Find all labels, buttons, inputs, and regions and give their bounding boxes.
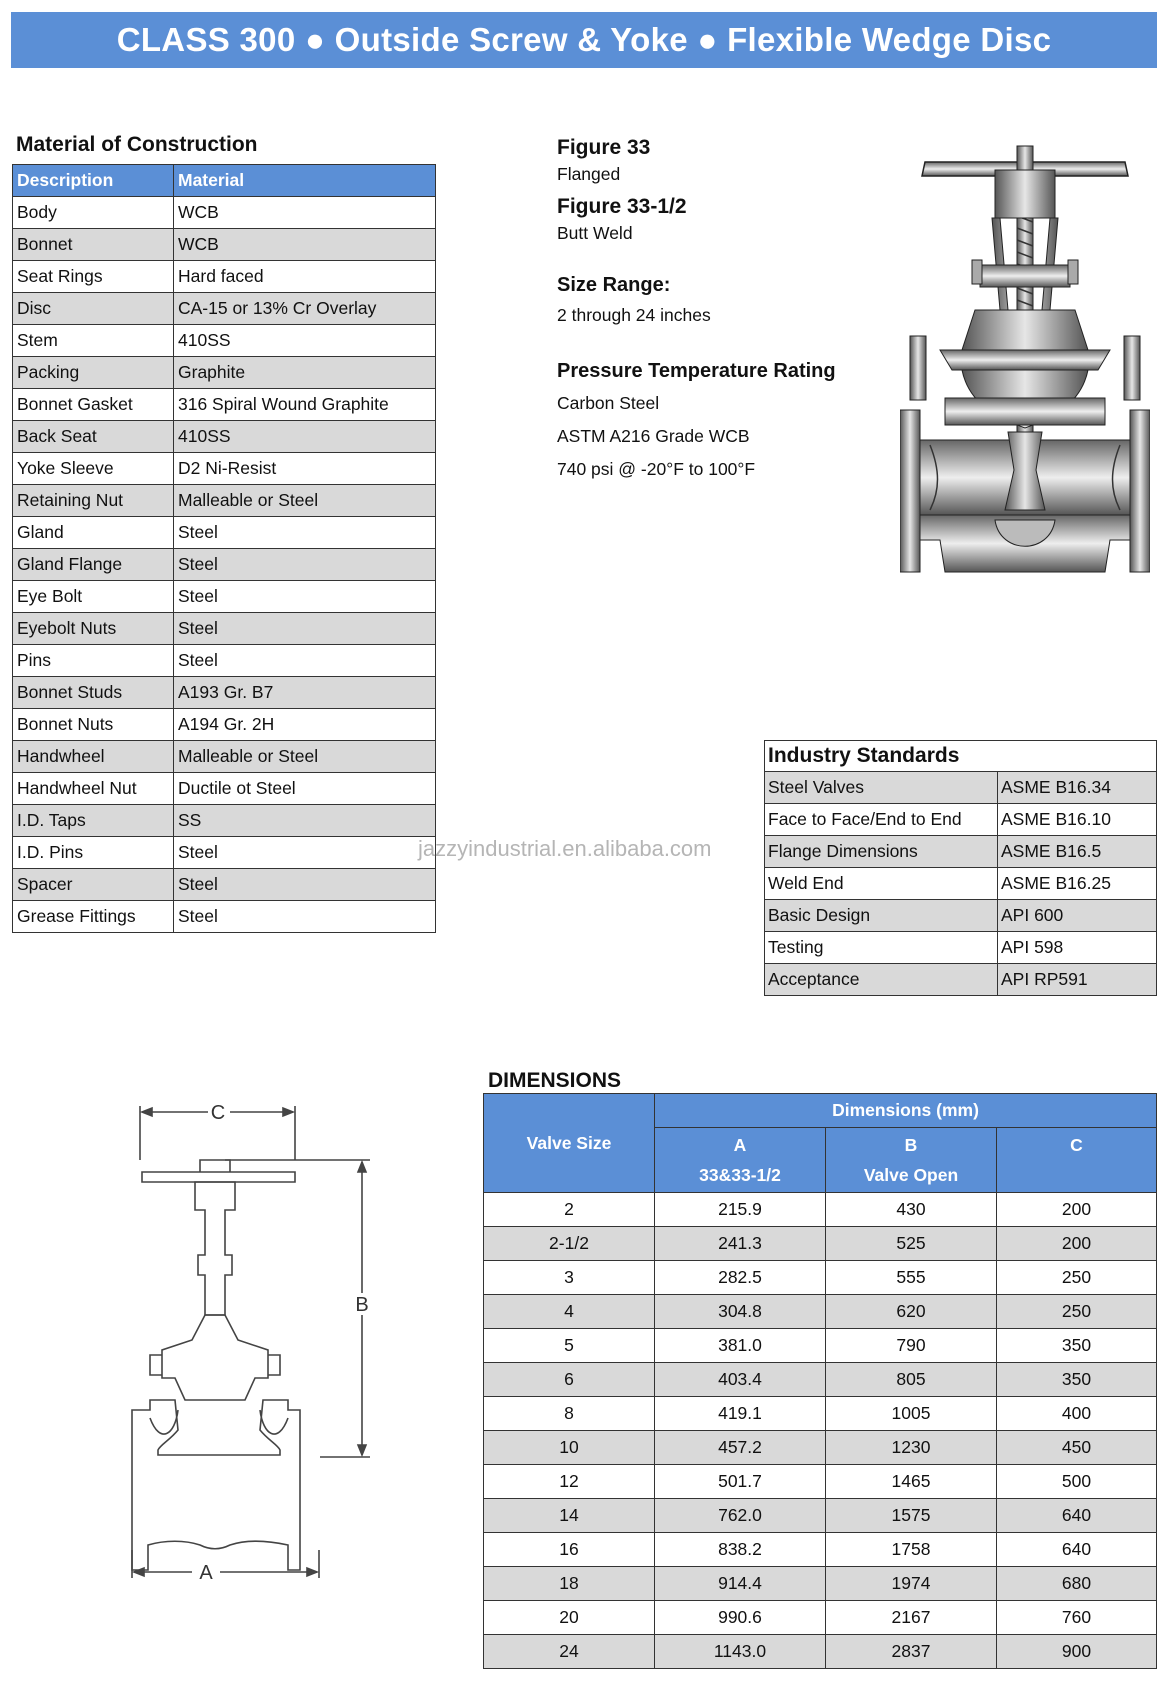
materials-row-cell: I.D. Taps [13,805,174,837]
materials-row-cell: Handwheel Nut [13,773,174,805]
dimensions-row-cell: 4 [484,1295,655,1329]
watermark: jazzyindustrial.en.alibaba.com [418,836,712,861]
materials-row-cell: SS [174,805,436,837]
valve-cutaway-illustration [900,140,1150,630]
materials-row [13,197,436,229]
dimensions-row-cell: 16 [484,1533,655,1567]
dimensions-header-b-sub: Valve Open [863,1165,959,1185]
dim-label-a: A [199,1562,213,1584]
dimensions-row [484,1567,1157,1601]
materials-row-cell: 410SS [174,421,436,453]
dimensions-row [484,1363,1157,1397]
standards-row-cell: Flange Dimensions [765,836,998,868]
dimensions-row-cell: 2837 [826,1635,997,1669]
materials-row [13,421,436,453]
dimensions-row-cell: 640 [997,1533,1157,1567]
dim-label-b: B [355,1294,369,1316]
dimensions-row-cell: 501.7 [655,1465,826,1499]
dimensions-header-a [655,1128,826,1193]
dimensions-row-cell: 200 [997,1193,1157,1227]
dimensions-row-cell: 419.1 [655,1397,826,1431]
standards-row-cell: ASME B16.25 [998,868,1157,900]
materials-row-cell: Pins [13,645,174,677]
dimensions-row-cell: 8 [484,1397,655,1431]
dimensions-row [484,1635,1157,1669]
figure-33-title: Figure 33 [557,136,651,159]
standards-row-cell: Face to Face/End to End [765,804,998,836]
dimensions-row-cell: 790 [826,1329,997,1363]
dimensions-row-cell: 24 [484,1635,655,1669]
materials-row-cell: WCB [174,197,436,229]
figure-33-half-subtitle: Butt Weld [557,223,633,243]
standards-row [765,932,1157,964]
materials-row [13,453,436,485]
materials-row [13,613,436,645]
materials-row-cell: Steel [174,901,436,933]
dimensions-row-cell: 10 [484,1431,655,1465]
dimensions-row-cell: 1143.0 [655,1635,826,1669]
dimensions-header-a-label: A [733,1135,747,1155]
dimensions-row-cell: 762.0 [655,1499,826,1533]
dimensions-row-cell: 525 [826,1227,997,1261]
dimensions-header-group: Dimensions (mm) [655,1094,1157,1128]
materials-row [13,645,436,677]
dimensions-row-cell: 215.9 [655,1193,826,1227]
page-banner: CLASS 300 ● Outside Screw & Yoke ● Flexible Wedge Disc [11,12,1157,68]
materials-row [13,677,436,709]
materials-row-cell: Steel [174,869,436,901]
materials-row-cell: Packing [13,357,174,389]
standards-row-cell: Weld End [765,868,998,900]
standards-row [765,964,1157,996]
materials-row-cell: Steel [174,581,436,613]
standards-row [765,836,1157,868]
ptr-title: Pressure Temperature Rating [557,360,836,382]
dimensions-row-cell: 3 [484,1261,655,1295]
standards-row-cell: ASME B16.34 [998,772,1157,804]
materials-row-cell: Bonnet Nuts [13,709,174,741]
dimensions-header-c: C [997,1128,1157,1193]
figure-33-half-title: Figure 33-1/2 [557,195,687,218]
figure-33-subtitle: Flanged [557,164,621,184]
dimensions-row-cell: 1758 [826,1533,997,1567]
materials-row [13,709,436,741]
materials-row-cell: Handwheel [13,741,174,773]
dimensions-row-cell: 1974 [826,1567,997,1601]
materials-row-cell: 410SS [174,325,436,357]
standards-title: Industry Standards [765,741,1157,772]
dimensions-header-b [826,1128,997,1193]
materials-row-cell: Bonnet Gasket [13,389,174,421]
dimensions-row-cell: 640 [997,1499,1157,1533]
standards-row-cell: ASME B16.5 [998,836,1157,868]
materials-row [13,901,436,933]
dimensions-row-cell: 304.8 [655,1295,826,1329]
materials-row [13,773,436,805]
standards-row [765,804,1157,836]
dimensions-row-cell: 350 [997,1363,1157,1397]
standards-row [765,772,1157,804]
dimensions-row-cell: 200 [997,1227,1157,1261]
dimensions-header-row-1 [484,1094,1157,1128]
materials-row-cell: Steel [174,645,436,677]
dimensions-row-cell: 2-1/2 [484,1227,655,1261]
dimensions-row-cell: 805 [826,1363,997,1397]
dimensions-title: DIMENSIONS [488,1069,622,1092]
materials-row [13,549,436,581]
materials-row-cell: Disc [13,293,174,325]
dimensions-row-cell: 1230 [826,1431,997,1465]
materials-row-cell: Graphite [174,357,436,389]
materials-row-cell: Back Seat [13,421,174,453]
dimensions-row-cell: 241.3 [655,1227,826,1261]
dimensions-row [484,1397,1157,1431]
materials-row [13,325,436,357]
dimensions-row-cell: 450 [997,1431,1157,1465]
dimensions-row [484,1227,1157,1261]
materials-header-row [13,165,436,197]
standards-row-cell: ASME B16.10 [998,804,1157,836]
materials-row-cell: Steel [174,613,436,645]
materials-row [13,581,436,613]
dimensions-row [484,1499,1157,1533]
dimensions-row-cell: 500 [997,1465,1157,1499]
dimensions-row [484,1295,1157,1329]
dimensions-row-cell: 18 [484,1567,655,1601]
dimensions-row-cell: 457.2 [655,1431,826,1465]
materials-row-cell: Steel [174,837,436,869]
materials-row-cell: Body [13,197,174,229]
ptr-line-3: 740 psi @ -20°F to 100°F [557,459,756,479]
dimensions-row [484,1329,1157,1363]
standards-row-cell: API 600 [998,900,1157,932]
dim-label-c: C [210,1102,226,1124]
materials-row [13,741,436,773]
dimensions-row-cell: 350 [997,1329,1157,1363]
dimensions-row [484,1193,1157,1227]
valve-outline-diagram [120,1100,400,1600]
dimensions-row [484,1601,1157,1635]
dimensions-row-cell: 12 [484,1465,655,1499]
dimensions-row [484,1465,1157,1499]
dimensions-row-cell: 555 [826,1261,997,1295]
materials-table [12,164,436,933]
dimensions-row-cell: 680 [997,1567,1157,1601]
materials-row-cell: Grease Fittings [13,901,174,933]
standards-row-cell: API 598 [998,932,1157,964]
materials-row-cell: I.D. Pins [13,837,174,869]
dimensions-row-cell: 282.5 [655,1261,826,1295]
dimensions-row [484,1431,1157,1465]
materials-row-cell: Spacer [13,869,174,901]
dimensions-row [484,1261,1157,1295]
standards-row [765,868,1157,900]
dimensions-row-cell: 250 [997,1295,1157,1329]
materials-row-cell: Gland Flange [13,549,174,581]
materials-row-cell: A193 Gr. B7 [174,677,436,709]
materials-row [13,389,436,421]
materials-row [13,229,436,261]
materials-header-description: Description [13,165,174,197]
dimensions-row-cell: 250 [997,1261,1157,1295]
dimensions-row-cell: 14 [484,1499,655,1533]
dimensions-row-cell: 1465 [826,1465,997,1499]
standards-table [764,740,1157,996]
materials-row-cell: Gland [13,517,174,549]
materials-row-cell: Eyebolt Nuts [13,613,174,645]
dimensions-row-cell: 1005 [826,1397,997,1431]
dimensions-row-cell: 5 [484,1329,655,1363]
dimensions-row-cell: 900 [997,1635,1157,1669]
materials-header-material: Material [174,165,436,197]
dimensions-row-cell: 620 [826,1295,997,1329]
materials-row-cell: Yoke Sleeve [13,453,174,485]
ptr-line-2: ASTM A216 Grade WCB [557,426,750,446]
dimensions-row-cell: 381.0 [655,1329,826,1363]
materials-row [13,485,436,517]
standards-row-cell: Acceptance [765,964,998,996]
dimensions-row-cell: 838.2 [655,1533,826,1567]
dimensions-row-cell: 914.4 [655,1567,826,1601]
materials-row-cell: A194 Gr. 2H [174,709,436,741]
standards-title-row [765,741,1157,772]
dimensions-row-cell: 6 [484,1363,655,1397]
dimensions-row-cell: 990.6 [655,1601,826,1635]
materials-row-cell: CA-15 or 13% Cr Overlay [174,293,436,325]
figure-info [557,136,836,480]
materials-row [13,293,436,325]
materials-row-cell: D2 Ni-Resist [174,453,436,485]
materials-row-cell: Steel [174,517,436,549]
size-range-title: Size Range: [557,274,671,296]
dimensions-row-cell: 760 [997,1601,1157,1635]
standards-row-cell: API RP591 [998,964,1157,996]
materials-row [13,357,436,389]
materials-row [13,517,436,549]
dimensions-row-cell: 2 [484,1193,655,1227]
materials-row-cell: WCB [174,229,436,261]
dimensions-row-cell: 403.4 [655,1363,826,1397]
materials-row-cell: Malleable or Steel [174,741,436,773]
dimensions-header-a-sub: 33&33-1/2 [699,1165,781,1185]
dimensions-row-cell: 1575 [826,1499,997,1533]
materials-row-cell: Bonnet [13,229,174,261]
materials-row-cell: Malleable or Steel [174,485,436,517]
dimensions-header-b-label: B [904,1135,918,1155]
materials-row-cell: Ductile ot Steel [174,773,436,805]
materials-row-cell: Hard faced [174,261,436,293]
materials-row-cell: Steel [174,549,436,581]
materials-row [13,837,436,869]
materials-row [13,261,436,293]
standards-row-cell: Basic Design [765,900,998,932]
materials-row-cell: Bonnet Studs [13,677,174,709]
materials-row-cell: Stem [13,325,174,357]
materials-title: Material of Construction [16,133,258,156]
size-range-text: 2 through 24 inches [557,305,711,325]
materials-row [13,869,436,901]
materials-row [13,805,436,837]
materials-row-cell: Eye Bolt [13,581,174,613]
dimensions-row-cell: 20 [484,1601,655,1635]
materials-row-cell: 316 Spiral Wound Graphite [174,389,436,421]
dimensions-row-cell: 430 [826,1193,997,1227]
dimensions-header-valve-size: Valve Size [484,1094,655,1193]
standards-row [765,900,1157,932]
dimensions-row-cell: 2167 [826,1601,997,1635]
materials-row-cell: Retaining Nut [13,485,174,517]
standards-row-cell: Steel Valves [765,772,998,804]
materials-row-cell: Seat Rings [13,261,174,293]
ptr-line-1: Carbon Steel [557,393,660,413]
dimensions-row [484,1533,1157,1567]
standards-row-cell: Testing [765,932,998,964]
dimensions-table [483,1093,1157,1669]
dimensions-row-cell: 400 [997,1397,1157,1431]
